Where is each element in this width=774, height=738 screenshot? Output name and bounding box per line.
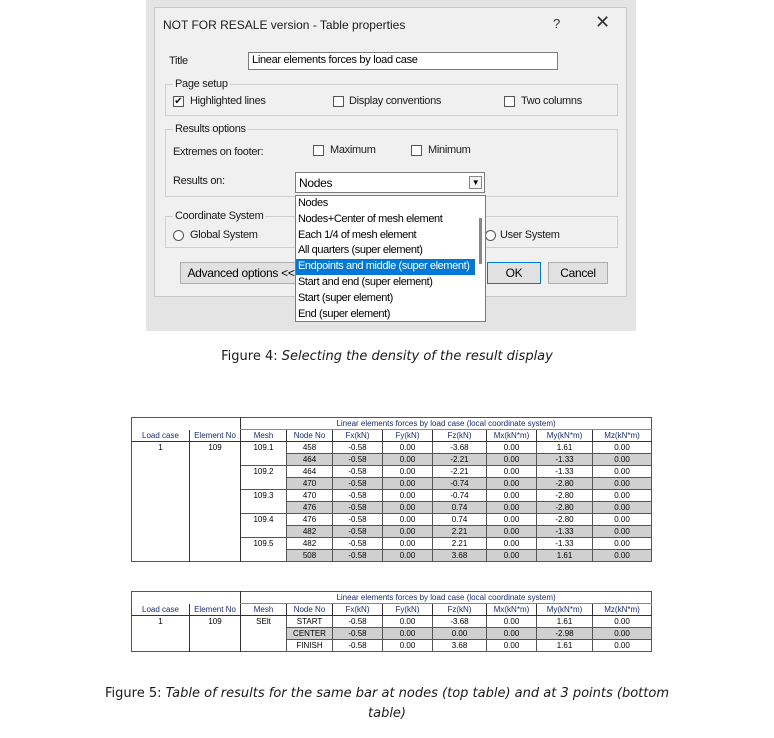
column-header: My(kN*m) [537, 430, 593, 442]
table-cell: 0.74 [433, 502, 487, 514]
mesh-cell [241, 502, 287, 514]
element-cell [190, 454, 241, 466]
table-cell: 0.00 [383, 628, 433, 640]
table-cell: 0.00 [383, 550, 433, 562]
column-header: Fz(kN) [433, 604, 487, 616]
table-cell: -0.58 [333, 442, 383, 454]
extremes-label: Extremes on footer: [173, 146, 264, 158]
results-on-value: Nodes [299, 176, 333, 190]
table-row [132, 550, 652, 562]
table-cell: -0.58 [333, 550, 383, 562]
table-cell: 0.00 [593, 640, 652, 652]
table-cell: 0.00 [383, 514, 433, 526]
dropdown-option[interactable]: Each 1/4 of mesh element [298, 228, 417, 241]
table-cell: 3.68 [433, 550, 487, 562]
element-cell [190, 526, 241, 538]
mesh-cell: SElt [241, 616, 287, 628]
mesh-cell: 109.4 [241, 514, 287, 526]
table-cell: 0.00 [487, 628, 537, 640]
table-cell: 0.00 [487, 514, 537, 526]
table-cell: START [287, 616, 333, 628]
column-header: Fy(kN) [383, 430, 433, 442]
element-cell [190, 628, 241, 640]
mesh-cell: 109.3 [241, 490, 287, 502]
table-cell: -3.68 [433, 616, 487, 628]
mesh-cell: 109.2 [241, 466, 287, 478]
figure4-caption-text: Selecting the density of the result display [281, 349, 553, 364]
dropdown-option[interactable]: Start (super element) [298, 291, 393, 304]
mesh-cell [241, 526, 287, 538]
two-columns-label: Two columns [521, 95, 582, 107]
table-cell: 2.21 [433, 526, 487, 538]
dropdown-option[interactable]: Start and end (super element) [298, 275, 433, 288]
table-cell: -3.68 [433, 442, 487, 454]
table-title-row [132, 418, 652, 430]
mesh-cell [241, 628, 287, 640]
table-cell: 0.00 [383, 478, 433, 490]
table-row [132, 478, 652, 490]
column-header: Mz(kN*m) [593, 430, 652, 442]
table-cell: 0.00 [487, 466, 537, 478]
table-cell: 476 [287, 502, 333, 514]
table-cell: FINISH [287, 640, 333, 652]
coordinate-system-label: Coordinate System [175, 210, 264, 222]
global-system-label: Global System [190, 229, 258, 241]
table-cell: -2.80 [537, 490, 593, 502]
highlighted-lines-label: Highlighted lines [190, 95, 266, 107]
close-icon[interactable]: ✕ [595, 12, 611, 32]
dropdown-list [296, 196, 485, 322]
column-header: Mx(kN*m) [487, 430, 537, 442]
table-title: Linear elements forces by load case (local coordinate system) [241, 418, 652, 430]
table-cell: 0.00 [487, 616, 537, 628]
table-cell: -0.58 [333, 478, 383, 490]
highlighted-lines-checkbox[interactable] [173, 96, 184, 107]
element-cell [190, 538, 241, 550]
table-row [132, 538, 652, 550]
chevron-down-icon[interactable]: ▼ [469, 176, 482, 189]
element-cell [190, 640, 241, 652]
load-case-cell [132, 514, 190, 526]
table-cell: 0.00 [383, 454, 433, 466]
table-cell: 1.61 [537, 550, 593, 562]
table-cell: 0.00 [593, 442, 652, 454]
dropdown-scrollbar[interactable] [479, 218, 482, 264]
table-cell: 0.00 [487, 640, 537, 652]
column-header: Fx(kN) [333, 430, 383, 442]
table-cell: 0.00 [383, 466, 433, 478]
element-cell [190, 466, 241, 478]
mesh-cell [241, 478, 287, 490]
figure4-caption-prefix: Figure 4: [221, 349, 282, 364]
table-cell: 0.00 [487, 526, 537, 538]
dialog-title: NOT FOR RESALE version - Table properties [163, 18, 406, 32]
ok-button[interactable]: OK [487, 262, 541, 284]
table-title: Linear elements forces by load case (local coordinate system) [241, 592, 652, 604]
load-case-cell: 1 [158, 617, 163, 627]
table-row [132, 490, 652, 502]
display-conventions-label: Display conventions [349, 95, 442, 107]
table-cell: 0.74 [433, 514, 487, 526]
results-on-label: Results on: [173, 175, 225, 187]
figure4-caption [150, 349, 624, 364]
table-cell: 0.00 [593, 550, 652, 562]
mesh-cell [241, 550, 287, 562]
table-cell: 0.00 [593, 502, 652, 514]
table-cell: -0.58 [333, 466, 383, 478]
table-cell: 1.61 [537, 640, 593, 652]
table-cell: 0.00 [593, 538, 652, 550]
load-case-cell: 1 [158, 443, 163, 453]
table-row [132, 466, 652, 478]
table-row [132, 526, 652, 538]
mesh-cell: 109.1 [241, 442, 287, 454]
two-columns-checkbox[interactable] [504, 96, 515, 107]
column-header: Load case [132, 430, 190, 442]
column-header: Element No [190, 604, 241, 616]
column-header: Fy(kN) [383, 604, 433, 616]
table-cell: 508 [287, 550, 333, 562]
table-cell: 0.00 [593, 478, 652, 490]
table-cell: -2.21 [433, 466, 487, 478]
dropdown-option[interactable]: Nodes+Center of mesh element [298, 212, 443, 225]
table-cell: 0.00 [593, 526, 652, 538]
element-cell [190, 514, 241, 526]
minimum-label: Minimum [428, 144, 471, 156]
load-case-cell [132, 490, 190, 502]
table-title-spacer [132, 592, 241, 604]
element-cell [190, 490, 241, 502]
mesh-cell: 109.5 [241, 538, 287, 550]
load-case-cell [132, 466, 190, 478]
table-row [132, 442, 652, 454]
table-cell: -2.21 [433, 454, 487, 466]
column-header: Mx(kN*m) [487, 604, 537, 616]
results-options-label: Results options [175, 123, 246, 135]
table-cell: -1.33 [537, 526, 593, 538]
load-case-cell [132, 502, 190, 514]
table-cell: 0.00 [383, 502, 433, 514]
figure5-caption-text: Table of results for the same bar at nodes (top table) and at 3 points (bottom table) [165, 686, 669, 721]
results-table-points [131, 591, 652, 652]
results-on-select[interactable] [295, 172, 485, 193]
dropdown-option[interactable]: Endpoints and middle (super element) [296, 259, 475, 275]
load-case-cell [132, 550, 190, 562]
table-cell: -0.58 [333, 628, 383, 640]
element-cell [190, 550, 241, 562]
global-system-radio[interactable] [173, 230, 184, 241]
dropdown-option[interactable]: All quarters (super element) [298, 244, 423, 257]
element-cell [190, 478, 241, 490]
element-cell: 109 [190, 616, 241, 628]
column-header: Element No [190, 430, 241, 442]
table-cell: CENTER [287, 628, 333, 640]
table-cell: 0.00 [593, 490, 652, 502]
table-cell: 482 [287, 538, 333, 550]
table-cell: 0.00 [383, 526, 433, 538]
title-input[interactable]: Linear elements forces by load case [248, 52, 558, 70]
table-cell: 0.00 [487, 538, 537, 550]
table-cell: 482 [287, 526, 333, 538]
table-cell: -1.33 [537, 466, 593, 478]
table-cell: -2.80 [537, 478, 593, 490]
load-case-cell [132, 478, 190, 490]
table-row [132, 454, 652, 466]
table-cell: 0.00 [593, 466, 652, 478]
column-header: Node No [287, 430, 333, 442]
table-cell: 0.00 [593, 454, 652, 466]
table-cell: 0.00 [383, 442, 433, 454]
load-case-cell [132, 538, 190, 550]
mesh-cell [241, 640, 287, 652]
column-header: Fz(kN) [433, 430, 487, 442]
table-cell: -0.58 [333, 538, 383, 550]
table-header-row [132, 604, 652, 616]
table-title-row [132, 592, 652, 604]
table-cell: 0.00 [383, 616, 433, 628]
column-header: Load case [132, 604, 190, 616]
results-table-nodes [131, 417, 652, 562]
table-row [132, 640, 652, 652]
column-header: Node No [287, 604, 333, 616]
figure5-caption [100, 684, 674, 724]
dropdown-option[interactable]: End (super element) [298, 307, 391, 320]
table-cell: 1.61 [537, 442, 593, 454]
table-cell: -0.74 [433, 478, 487, 490]
table-cell: 0.00 [487, 478, 537, 490]
table-cell: 0.00 [593, 616, 652, 628]
column-header: Mesh [241, 604, 287, 616]
page-setup-label: Page setup [175, 78, 228, 90]
table-cell: -1.33 [537, 538, 593, 550]
load-case-cell [132, 628, 190, 640]
table-cell: 0.00 [593, 628, 652, 640]
table-cell: 0.00 [487, 454, 537, 466]
dropdown-option[interactable]: Nodes [298, 197, 328, 209]
table-cell: -0.58 [333, 640, 383, 652]
table-cell: -2.98 [537, 628, 593, 640]
table-cell: -0.58 [333, 616, 383, 628]
maximum-label: Maximum [330, 144, 376, 156]
element-cell: 109 [190, 442, 241, 454]
results-on-dropdown [295, 195, 486, 322]
display-conventions-checkbox[interactable] [333, 96, 344, 107]
cancel-button[interactable]: Cancel [548, 262, 608, 284]
table-cell: 0.00 [433, 628, 487, 640]
column-header: Mesh [241, 430, 287, 442]
column-header: Fx(kN) [333, 604, 383, 616]
table-header-row [132, 430, 652, 442]
user-system-label: User System [500, 229, 560, 241]
table-row [132, 616, 652, 628]
user-system-radio[interactable] [485, 230, 496, 241]
table-cell: 0.00 [487, 550, 537, 562]
load-case-cell [132, 454, 190, 466]
column-header: Mz(kN*m) [593, 604, 652, 616]
title-label: Title [169, 55, 188, 67]
table-cell: 3.68 [433, 640, 487, 652]
table-cell: 470 [287, 490, 333, 502]
table-cell: -0.58 [333, 526, 383, 538]
table-row [132, 502, 652, 514]
table-cell: 0.00 [383, 490, 433, 502]
element-cell [190, 502, 241, 514]
table-cell: 470 [287, 478, 333, 490]
table-row [132, 514, 652, 526]
table-cell: 464 [287, 466, 333, 478]
table-cell: -0.74 [433, 490, 487, 502]
table-cell: -2.80 [537, 514, 593, 526]
table-cell: 0.00 [487, 502, 537, 514]
table-cell: -0.58 [333, 514, 383, 526]
advanced-options-button[interactable]: Advanced options << [180, 262, 302, 284]
table-row [132, 628, 652, 640]
table-cell: -0.58 [333, 490, 383, 502]
help-button[interactable]: ? [553, 16, 561, 31]
minimum-checkbox[interactable] [411, 145, 422, 156]
load-case-cell [132, 640, 190, 652]
table-cell: 2.21 [433, 538, 487, 550]
table-cell: 0.00 [487, 490, 537, 502]
maximum-checkbox[interactable] [313, 145, 324, 156]
table-cell: 1.61 [537, 616, 593, 628]
table-cell: 0.00 [383, 640, 433, 652]
table-cell: 0.00 [383, 538, 433, 550]
table-cell: 476 [287, 514, 333, 526]
table-cell: 0.00 [487, 442, 537, 454]
table-cell: 464 [287, 454, 333, 466]
table-cell: -0.58 [333, 454, 383, 466]
mesh-cell [241, 454, 287, 466]
table-cell: -0.58 [333, 502, 383, 514]
table-cell: 458 [287, 442, 333, 454]
table-title-spacer [132, 418, 241, 430]
column-header: My(kN*m) [537, 604, 593, 616]
table-cell: 0.00 [593, 514, 652, 526]
figure5-caption-prefix: Figure 5: [105, 686, 166, 701]
table-cell: -1.33 [537, 454, 593, 466]
table-cell: -2.80 [537, 502, 593, 514]
load-case-cell [132, 526, 190, 538]
